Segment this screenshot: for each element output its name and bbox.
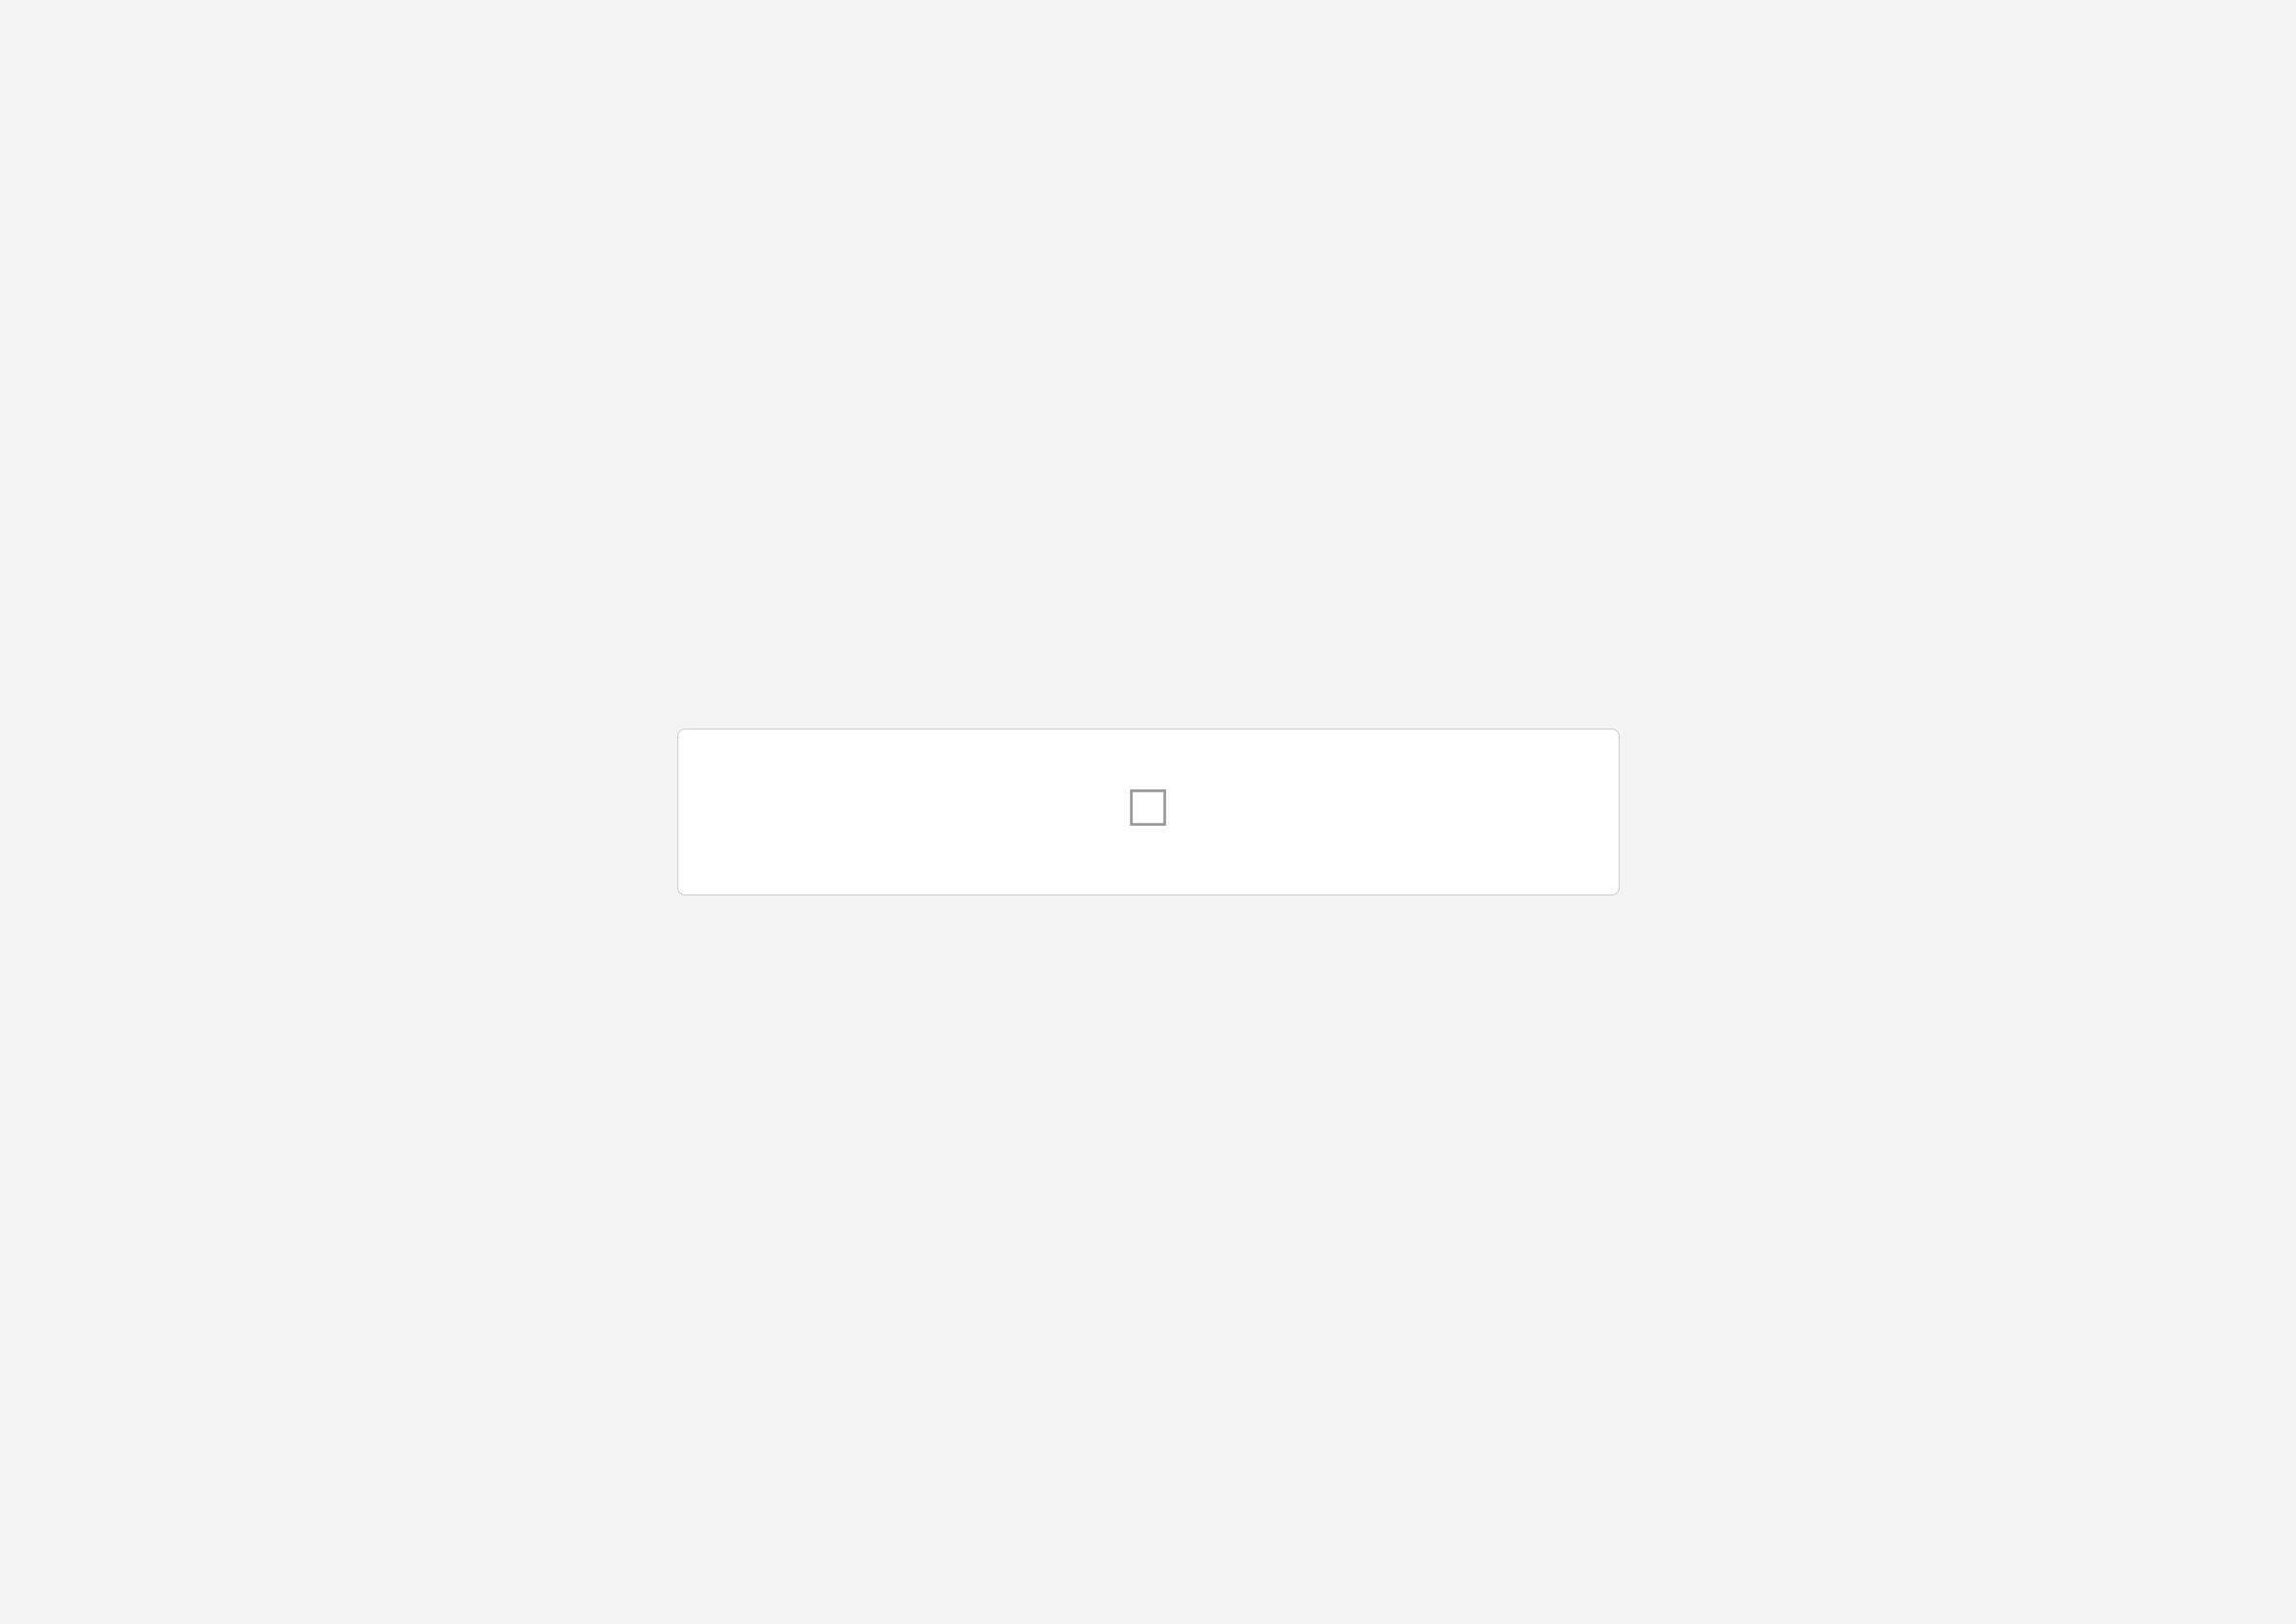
- image-missing-icon: □: [1125, 777, 1171, 832]
- placeholder-frame: [677, 729, 1620, 895]
